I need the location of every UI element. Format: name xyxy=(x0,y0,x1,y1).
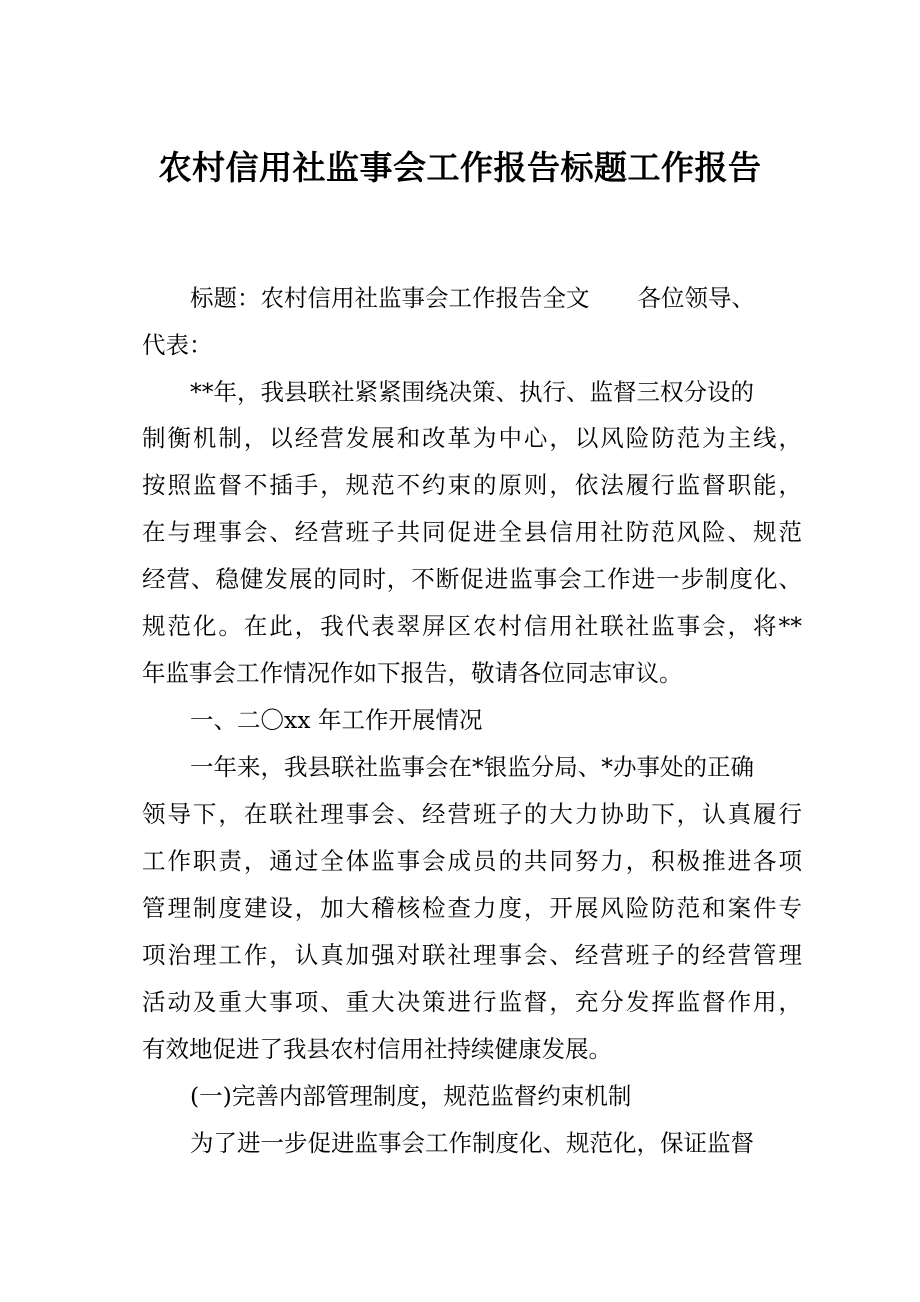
paragraph-line: 活动及重大事项、重大决策进行监督，充分发挥监督作用， xyxy=(142,988,802,1016)
document-title: 农村信用社监事会工作报告标题工作报告 xyxy=(158,148,762,187)
intro-label: 标题：农村信用社监事会工作报告全文 xyxy=(190,284,590,312)
subsection-heading: (一)完善内部管理制度，规范监督约束机制 xyxy=(190,1082,632,1110)
paragraph-line: 管理制度建设，加大稽核检查力度，开展风险防范和案件专 xyxy=(142,894,802,922)
paragraph-line: 领导下，在联社理事会、经营班子的大力协助下，认真履行 xyxy=(142,800,802,828)
paragraph-line: **年，我县联社紧紧围绕决策、执行、监督三权分设的 xyxy=(190,378,754,406)
paragraph-line: 规范化。在此，我代表翠屏区农村信用社联社监事会，将** xyxy=(142,612,802,640)
intro-line xyxy=(190,283,755,313)
paragraph-line: 一年来，我县联社监事会在*银监分局、*办事处的正确 xyxy=(190,753,754,781)
section-heading: 一、二〇xx 年工作开展情况 xyxy=(190,706,483,734)
paragraph-line: 按照监督不插手，规范不约束的原则，依法履行监督职能， xyxy=(142,471,802,499)
paragraph-line: 有效地促进了我县农村信用社持续健康发展。 xyxy=(142,1035,612,1063)
paragraph-line: 经营、稳健发展的同时，不断促进监事会工作进一步制度化、 xyxy=(142,565,802,593)
paragraph-line: 在与理事会、经营班子共同促进全县信用社防范风险、规范 xyxy=(142,518,802,546)
paragraph-line: 为了进一步促进监事会工作制度化、规范化，保证监督 xyxy=(190,1129,754,1157)
paragraph-line: 制衡机制，以经营发展和改革为中心，以风险防范为主线， xyxy=(142,424,802,452)
greeting-end: 代表： xyxy=(142,331,213,359)
paragraph-line: 年监事会工作情况作如下报告，敬请各位同志审议。 xyxy=(142,659,683,687)
paragraph-line: 项治理工作，认真加强对联社理事会、经营班子的经营管理 xyxy=(142,941,802,969)
greeting-start: 各位领导、 xyxy=(637,284,755,312)
paragraph-line: 工作职责，通过全体监事会成员的共同努力，积极推进各项 xyxy=(142,847,802,875)
